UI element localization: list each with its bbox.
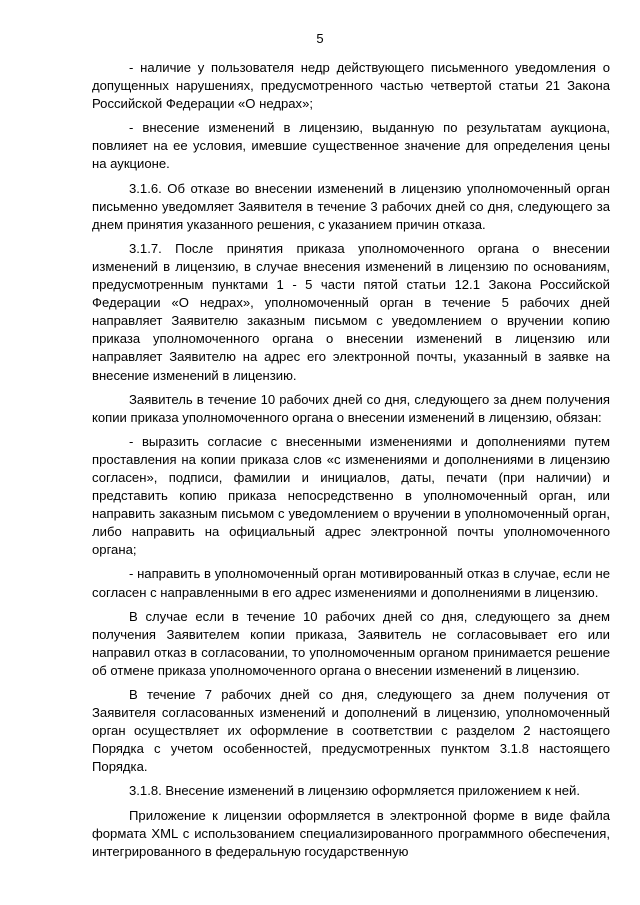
paragraph-3-1-6: 3.1.6. Об отказе во внесении изменений в лицензию уполномоченный орган письменно уведомляет Заявителя в течение 3 рабочих дней со дня, следующего за днем принятия указанного решения, с указанием причин отказа.: [92, 180, 610, 232]
paragraph-send-refusal: - направить в уполномоченный орган мотивированный отказ в случае, если не согласен с направленными в его адрес изменениями и дополнениями в лицензию.: [92, 566, 610, 600]
paragraph-3-1-7: 3.1.7. После принятия приказа уполномоченного органа о внесении изменений в лицензию, в случае внесения изменений в лицензию по основаниям, предусмотренным пунктами 1 - 5 части пятой статьи 12.1 Закона Российской Федерации «О недрах», уполномоченный орган в течение 5 рабочих дней направляет Заявителю заказным письмом с уведомлением о вручении копию приказа уполномоченного органа о внесении изменений в лицензию или направляет Заявителю на адрес его электронной почты, указанный в заявке на внесение изменений в лицензию.: [92, 240, 610, 383]
paragraph-order-cancellation: В случае если в течение 10 рабочих дней со дня, следующего за днем получения Заявителем копии приказа, Заявитель не согласовывает его или направил отказ в согласовании, то уполномоченным органом принимается решение об отмене приказа уполномоченного органа о внесении изменений в лицензию.: [92, 608, 610, 678]
paragraph-3-1-8: 3.1.8. Внесение изменений в лицензию оформляется приложением к ней.: [129, 783, 581, 799]
paragraph-violation-notice: - наличие у пользователя недр действующего письменного уведомления о допущенных нарушениях, предусмотренного частью четвертой статьи 21 Закона Российской Федерации «О недрах»;: [92, 60, 610, 112]
paragraph-express-consent: - выразить согласие с внесенными изменениями и дополнениями путем проставления на копии приказа слов «с изменениями и дополнениями в лицензию согласен», подписи, фамилии и инициалов, даты, печати (при наличии) и представить копию приказа непосредственно в уполномоченный орган, или направить заказным письмом с уведомлением о вручении в уполномоченный орган, либо направить на официальный адрес электронной почты уполномоченного органа;: [92, 433, 610, 558]
paragraph-license-annex: Приложение к лицензии оформляется в электронной форме в виде файла формата XML с использованием специализированного программного обеспечения, интегрированного в федеральную государственную: [92, 807, 610, 859]
paragraph-applicant-obligations: Заявитель в течение 10 рабочих дней со дня, следующего за днем получения копии приказа уполномоченного органа о внесении изменений в лицензию, обязан:: [92, 391, 610, 425]
paragraph-registration-term: В течение 7 рабочих дней со дня, следующего за днем получения от Заявителя согласованных изменений и дополнений в лицензию, уполномоченный орган осуществляет их оформление в соответствии с разделом 2 настоящего Порядка с учетом особенностей, предусмотренных пунктом 3.1.8 настоящего Порядка.: [92, 687, 610, 775]
document-body: [92, 59, 610, 861]
page-number: 5: [316, 31, 324, 46]
paragraph-auction-conditions: - внесение изменений в лицензию, выданную по результатам аукциона, повлияет на ее условия, имевшие существенное значение для определения цены на аукционе.: [92, 120, 610, 172]
